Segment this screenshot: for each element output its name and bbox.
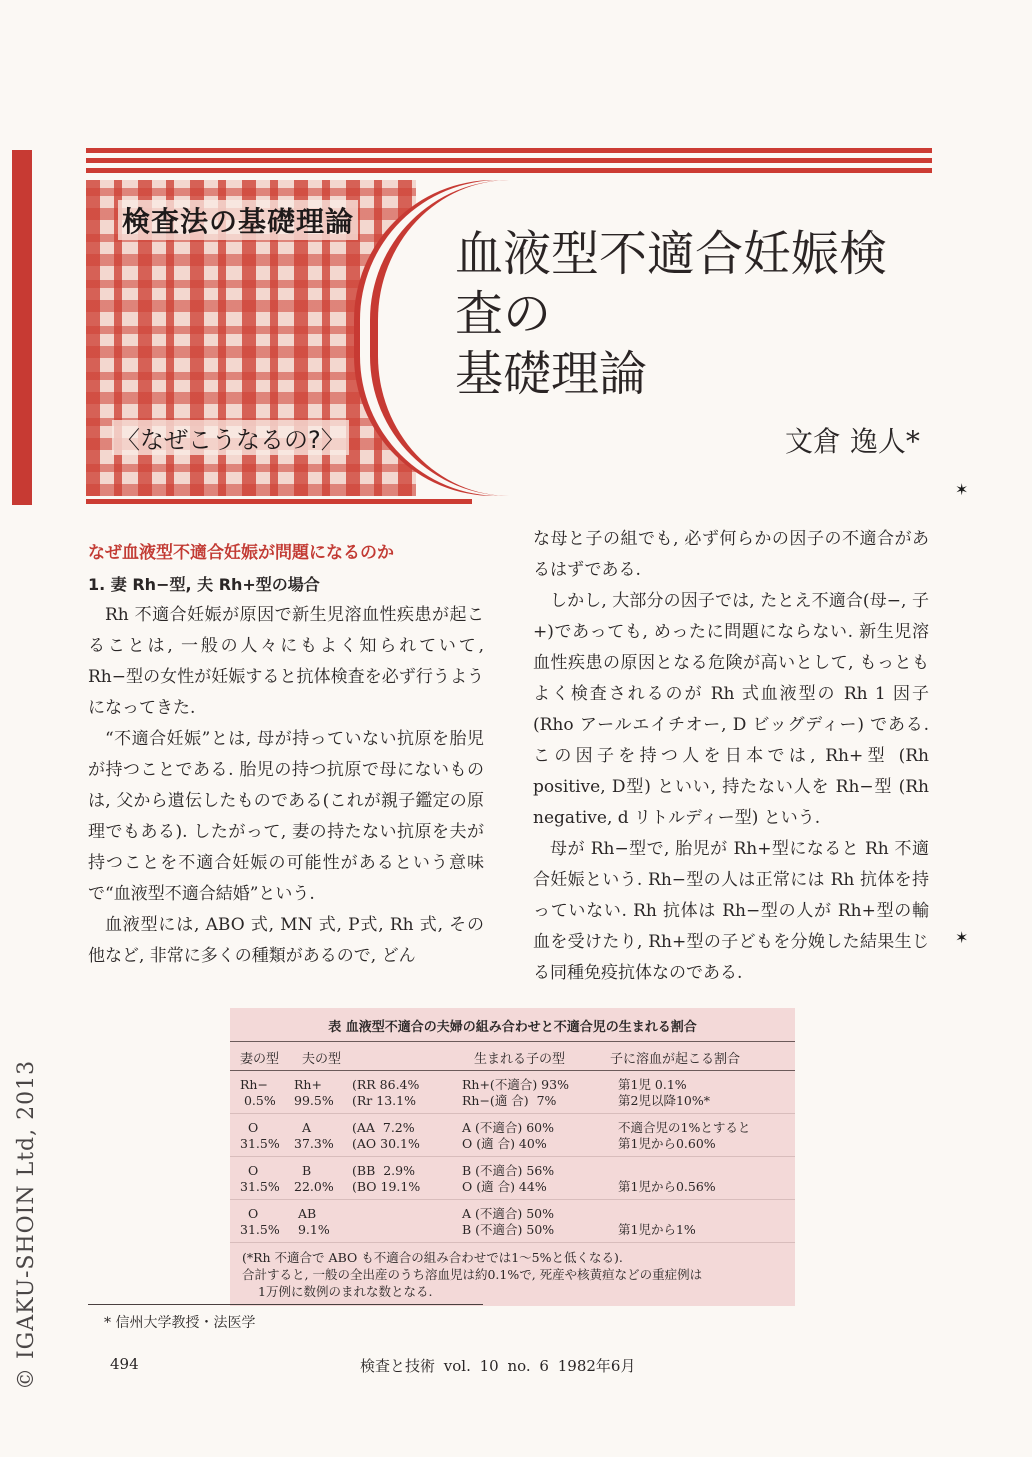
blood-type-table bbox=[230, 1008, 795, 1306]
table-header-cell: 生まれる子の型 bbox=[474, 1052, 566, 1067]
genotype-cell: (RR 86.4% (Rr 13.1% bbox=[352, 1077, 420, 1108]
registration-mark-icon: ✶ bbox=[955, 928, 969, 947]
genotype-cell: (BB 2.9% (BO 19.1% bbox=[352, 1163, 421, 1194]
subsection-heading: 1. 妻 Rh−型, 夫 Rh+型の場合 bbox=[88, 575, 320, 594]
husband-type-cell: AB 9.1% bbox=[297, 1206, 330, 1237]
table-note-3: 1万例に数例のまれな数となる. bbox=[258, 1284, 433, 1299]
table-notes bbox=[230, 1243, 795, 1300]
right-paragraph-1: な母と子の組でも, 必ず何らかの因子の不適合があるはずである. bbox=[533, 529, 929, 580]
husband-type-cell: B 22.0% bbox=[294, 1163, 334, 1194]
registration-mark-icon: ✶ bbox=[955, 480, 969, 499]
hemolysis-rate-cell: 不適合児の1%とすると 第1児から0.60% bbox=[618, 1120, 751, 1151]
child-type-cell: A (不適合) 50% B (不適合) 50% bbox=[462, 1206, 555, 1237]
article-title-line-2: 基礎理論 bbox=[455, 346, 648, 402]
table-note-2: 合計すると, 一般の全出産のうち溶血児は約0.1%で, 死産や核黄疸などの重症例は bbox=[242, 1267, 703, 1282]
table-row bbox=[230, 1114, 795, 1157]
child-type-cell: A (不適合) 60% O (適 合) 40% bbox=[462, 1120, 555, 1151]
hemolysis-rate-cell: 第1児から0.56% bbox=[618, 1179, 716, 1194]
article-title bbox=[455, 224, 925, 404]
table-row bbox=[230, 1200, 795, 1243]
table-header-cell: 妻の型 bbox=[240, 1052, 280, 1067]
wife-type-cell: O 31.5% bbox=[240, 1120, 280, 1151]
footnote-rule bbox=[88, 1304, 483, 1305]
journal-citation: 検査と技術 vol. 10 no. 6 1982年6月 bbox=[360, 1357, 636, 1375]
page-number: 494 bbox=[110, 1355, 139, 1373]
child-type-cell: Rh+(不適合) 93% Rh−(適 合) 7% bbox=[462, 1077, 569, 1108]
wife-type-cell: Rh− 0.5% bbox=[240, 1077, 276, 1108]
header-stripe-1 bbox=[86, 148, 932, 153]
header-stripe-3 bbox=[86, 168, 932, 173]
wife-type-cell: O 31.5% bbox=[240, 1206, 280, 1237]
genotype-cell: (AA 7.2% (AO 30.1% bbox=[352, 1120, 420, 1151]
article-title-line-1: 血液型不適合妊娠検査の bbox=[455, 226, 888, 342]
right-paragraph-2: しかし, 大部分の因子では, たとえ不適合(母−, 子+)であっても, めったに問題にならない. 新生児溶血性疾患の原因となる危険が高いとして, もっともよく検査されるのが Rh 式血液型の Rh 1 因子 (Rho アールエイチオー, D ビッグディー) である. この因子を持つ人を日本では, Rh+型 (Rh positive, D型) といい, 持たない人を Rh−型 (Rh negative, d リトルディー型) という. bbox=[533, 591, 929, 828]
section-heading: なぜ血液型不適合妊娠が問題になるのか bbox=[88, 543, 394, 563]
author-name: 文倉 逸人* bbox=[785, 425, 920, 458]
table-header-cell: 子に溶血が起こる割合 bbox=[610, 1052, 741, 1067]
header-stripe-bottom bbox=[86, 499, 472, 504]
left-column bbox=[88, 538, 484, 972]
author-affiliation-footnote: * 信州大学教授・法医学 bbox=[104, 1315, 256, 1331]
left-paragraph-2: “不適合妊娠”とは, 母が持っていない抗原を胎児が持つことである. 胎児の持つ抗原で母にないものは, 父から遺伝したものである(これが親子鑑定の原理でもある). したがって, 妻の持たない抗原を夫が持つことを不適合妊娠の可能性があるという意味で“血液型不適合結婚”という. bbox=[88, 729, 484, 904]
red-margin-bar bbox=[12, 150, 32, 505]
hemolysis-rate-cell: 第1児から1% bbox=[618, 1222, 696, 1237]
table-header-cell: 夫の型 bbox=[302, 1052, 342, 1067]
series-title: 検査法の基礎理論 bbox=[118, 200, 358, 240]
series-subtitle: 〈なぜこうなるの?〉 bbox=[112, 420, 349, 455]
table-row bbox=[230, 1071, 795, 1114]
right-column bbox=[533, 524, 929, 989]
husband-type-cell: Rh+ 99.5% bbox=[294, 1077, 334, 1108]
left-paragraph-1: Rh 不適合妊娠が原因で新生児溶血性疾患が起こることは, 一般の人々にもよく知られていて, Rh−型の女性が妊娠すると抗体検査を必ず行うようになってきた. bbox=[88, 605, 484, 718]
left-paragraph-3: 血液型には, ABO 式, MN 式, P式, Rh 式, その他など, 非常に多くの種類があるので, どん bbox=[88, 915, 484, 966]
hemolysis-rate-cell: 第1児 0.1% 第2児以降10%* bbox=[618, 1077, 710, 1108]
table-row bbox=[230, 1157, 795, 1200]
child-type-cell: B (不適合) 56% O (適 合) 44% bbox=[462, 1163, 555, 1194]
right-paragraph-3: 母が Rh−型で, 胎児が Rh+型になると Rh 不適合妊娠という. Rh−型の人は正常には Rh 抗体を持っていない. Rh 抗体は Rh−型の人が Rh+型の輸血を受けたり, Rh+型の子どもを分娩した結果生じる同種免疫抗体なのである. bbox=[533, 839, 929, 983]
table-caption: 表 血液型不適合の夫婦の組み合わせと不適合児の生まれる割合 bbox=[230, 1016, 795, 1042]
table-header-row bbox=[230, 1042, 795, 1071]
header-stripe-2 bbox=[86, 158, 932, 163]
husband-type-cell: A 37.3% bbox=[294, 1120, 334, 1151]
table-note-1: (*Rh 不適合で ABO も不適合の組み合わせでは1〜5%と低くなる). bbox=[242, 1250, 623, 1265]
copyright-notice: © IGAKU-SHOIN Ltd, 2013 bbox=[14, 1059, 39, 1390]
wife-type-cell: O 31.5% bbox=[240, 1163, 280, 1194]
